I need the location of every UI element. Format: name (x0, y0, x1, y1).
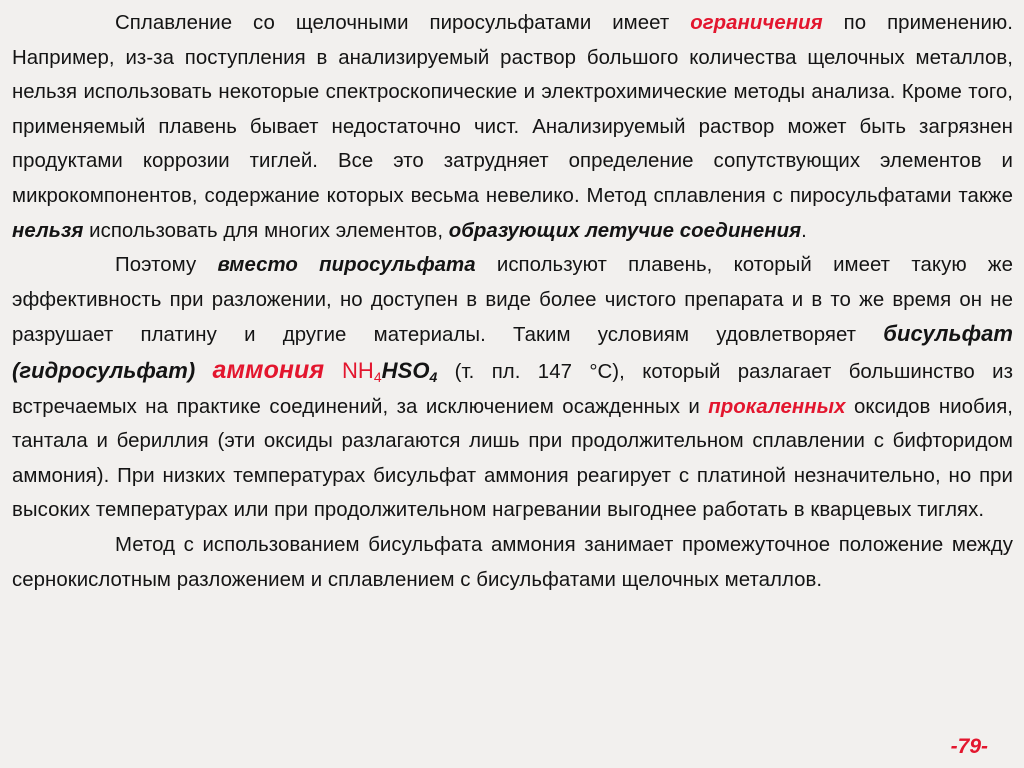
p2-text-1: Поэтому (115, 254, 218, 277)
p2-formula-sub-1: 4 (373, 368, 382, 385)
p2-formula-sub-2: 4 (429, 368, 438, 385)
p2-text-13: оксидов ниобия, тантала и бериллия (эти оксиды разлагаются лишь при продолжительном сплавлении с бифторидом аммония). При низких температурах бисульфат аммония реагирует с платиной незначительно, но при высоких температурах или при продолжительном нагревании выгоднее работать в кварцевых тиглях. (12, 395, 1013, 522)
p2-emphasis-ammonium: аммония (212, 355, 325, 384)
paragraph-2 (12, 248, 1013, 528)
p1-text-5: использовать для многих элементов, (83, 219, 449, 242)
p2-formula-hso: HSO (381, 357, 430, 383)
p1-text-7: . (801, 219, 807, 242)
paragraph-1 (12, 6, 1013, 248)
p1-text-1: Сплавление со щелочными пиросульфатами имеет (115, 12, 691, 34)
page-number: -79- (950, 735, 988, 758)
p2-text-3: используют плавень, который имеет такую же эффективность при разложении, но доступен в виде более чистого препарата и в то же время он не разрушает платину и другие материалы. Таким условиям удовлетворяет (12, 254, 1013, 347)
p3-text-1: Метод с использованием бисульфата аммония занимает промежуточное положение между сернокислотным разложением и сплавлением с бисульфатами щелочных металлов. (12, 533, 1013, 591)
p2-emphasis-bisulfate: бисульфат (гидросульфат) (12, 321, 1013, 383)
p1-emphasis-volatile: образующих летучие соединения (448, 219, 802, 242)
document-body (12, 6, 1013, 597)
p1-emphasis-cannot: нельзя (12, 219, 84, 242)
p2-emphasis-instead: вместо пиросульфата (217, 254, 476, 277)
p2-text-11: (т. пл. 147 °С), который разлагает большинство из встречаемых на практике соединений, за исключением осажденных и (12, 360, 1013, 418)
p1-emphasis-limitations: ограничения (690, 12, 823, 34)
p1-text-3: по применению. Например, из-за поступления в анализируемый раствор большого количества щелочных металлов, нельзя использовать некоторые спектроскопические и электрохимические методы анализа. Кроме того, применяемый плавень бывает недостаточно чист. Анализируемый раствор может быть загрязнен продуктами коррозии тиглей. Все это затрудняет определение сопутствующих элементов и микрокомпонентов, содержание которых весьма невелико. Метод сплавления с пиросульфатами также (12, 12, 1013, 207)
p2-formula-nh: NH (324, 357, 374, 383)
p2-text-5 (195, 361, 212, 383)
p2-emphasis-calcined: прокаленных (708, 395, 846, 418)
paragraph-3 (12, 528, 1013, 597)
